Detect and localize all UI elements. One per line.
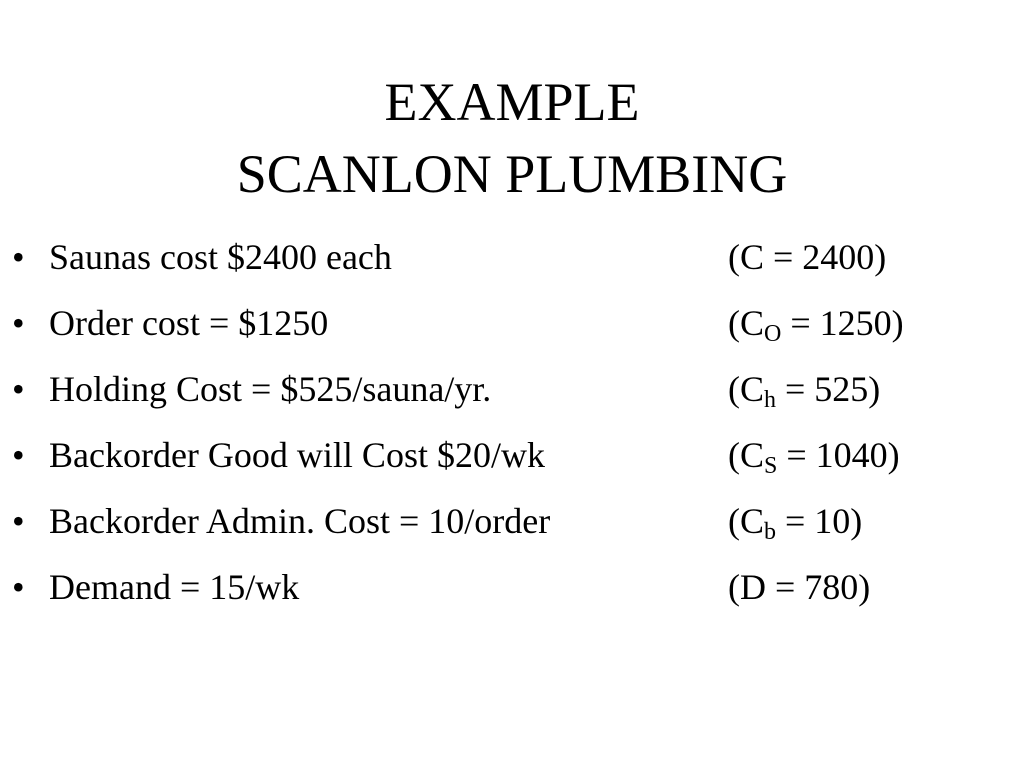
bullet-formula [728,560,870,614]
bullet-dot-icon: • [12,501,25,541]
bullet-formula [728,296,904,350]
formula-subscript: O [764,321,782,347]
formula-value: = 1040) [777,435,900,475]
formula-subscript: S [764,453,778,479]
bullet-item-holding-cost [0,362,1024,428]
formula-open: (C [728,435,764,475]
bullet-formula [728,230,886,284]
bullet-text: Backorder Good will Cost $20/wk [49,435,545,475]
bullet-list [0,230,1024,626]
formula-value: = 780) [766,567,871,607]
bullet-text: Order cost = $1250 [49,303,329,343]
formula-value: = 1250) [781,303,904,343]
bullet-formula [728,362,880,416]
formula-value: = 525) [776,369,881,409]
bullet-dot-icon: • [12,237,25,277]
bullet-dot-icon: • [12,369,25,409]
formula-open: (C [728,369,764,409]
bullet-formula [728,494,862,548]
slide-title-line-1: EXAMPLE [384,72,640,132]
bullet-formula [728,428,900,482]
bullet-dot-icon: • [12,435,25,475]
formula-subscript: h [764,387,776,413]
slide-title-line-2: SCANLON PLUMBING [236,144,788,204]
formula-open: (C [728,237,764,277]
formula-subscript: b [764,519,776,545]
bullet-item-order-cost [0,296,1024,362]
bullet-text: Holding Cost = $525/sauna/yr. [49,369,492,409]
formula-open: (D [728,567,766,607]
formula-open: (C [728,303,764,343]
bullet-text: Saunas cost $2400 each [49,237,392,277]
bullet-item-demand [0,560,1024,626]
bullet-dot-icon: • [12,303,25,343]
bullet-text: Backorder Admin. Cost = 10/order [49,501,551,541]
formula-open: (C [728,501,764,541]
bullet-text: Demand = 15/wk [49,567,300,607]
formula-value: = 2400) [764,237,887,277]
formula-value: = 10) [776,501,863,541]
bullet-item-backorder-admin-cost [0,494,1024,560]
bullet-dot-icon: • [12,567,25,607]
bullet-item-sauna-cost [0,230,1024,296]
bullet-item-backorder-goodwill-cost [0,428,1024,494]
slide-title [0,66,1024,210]
